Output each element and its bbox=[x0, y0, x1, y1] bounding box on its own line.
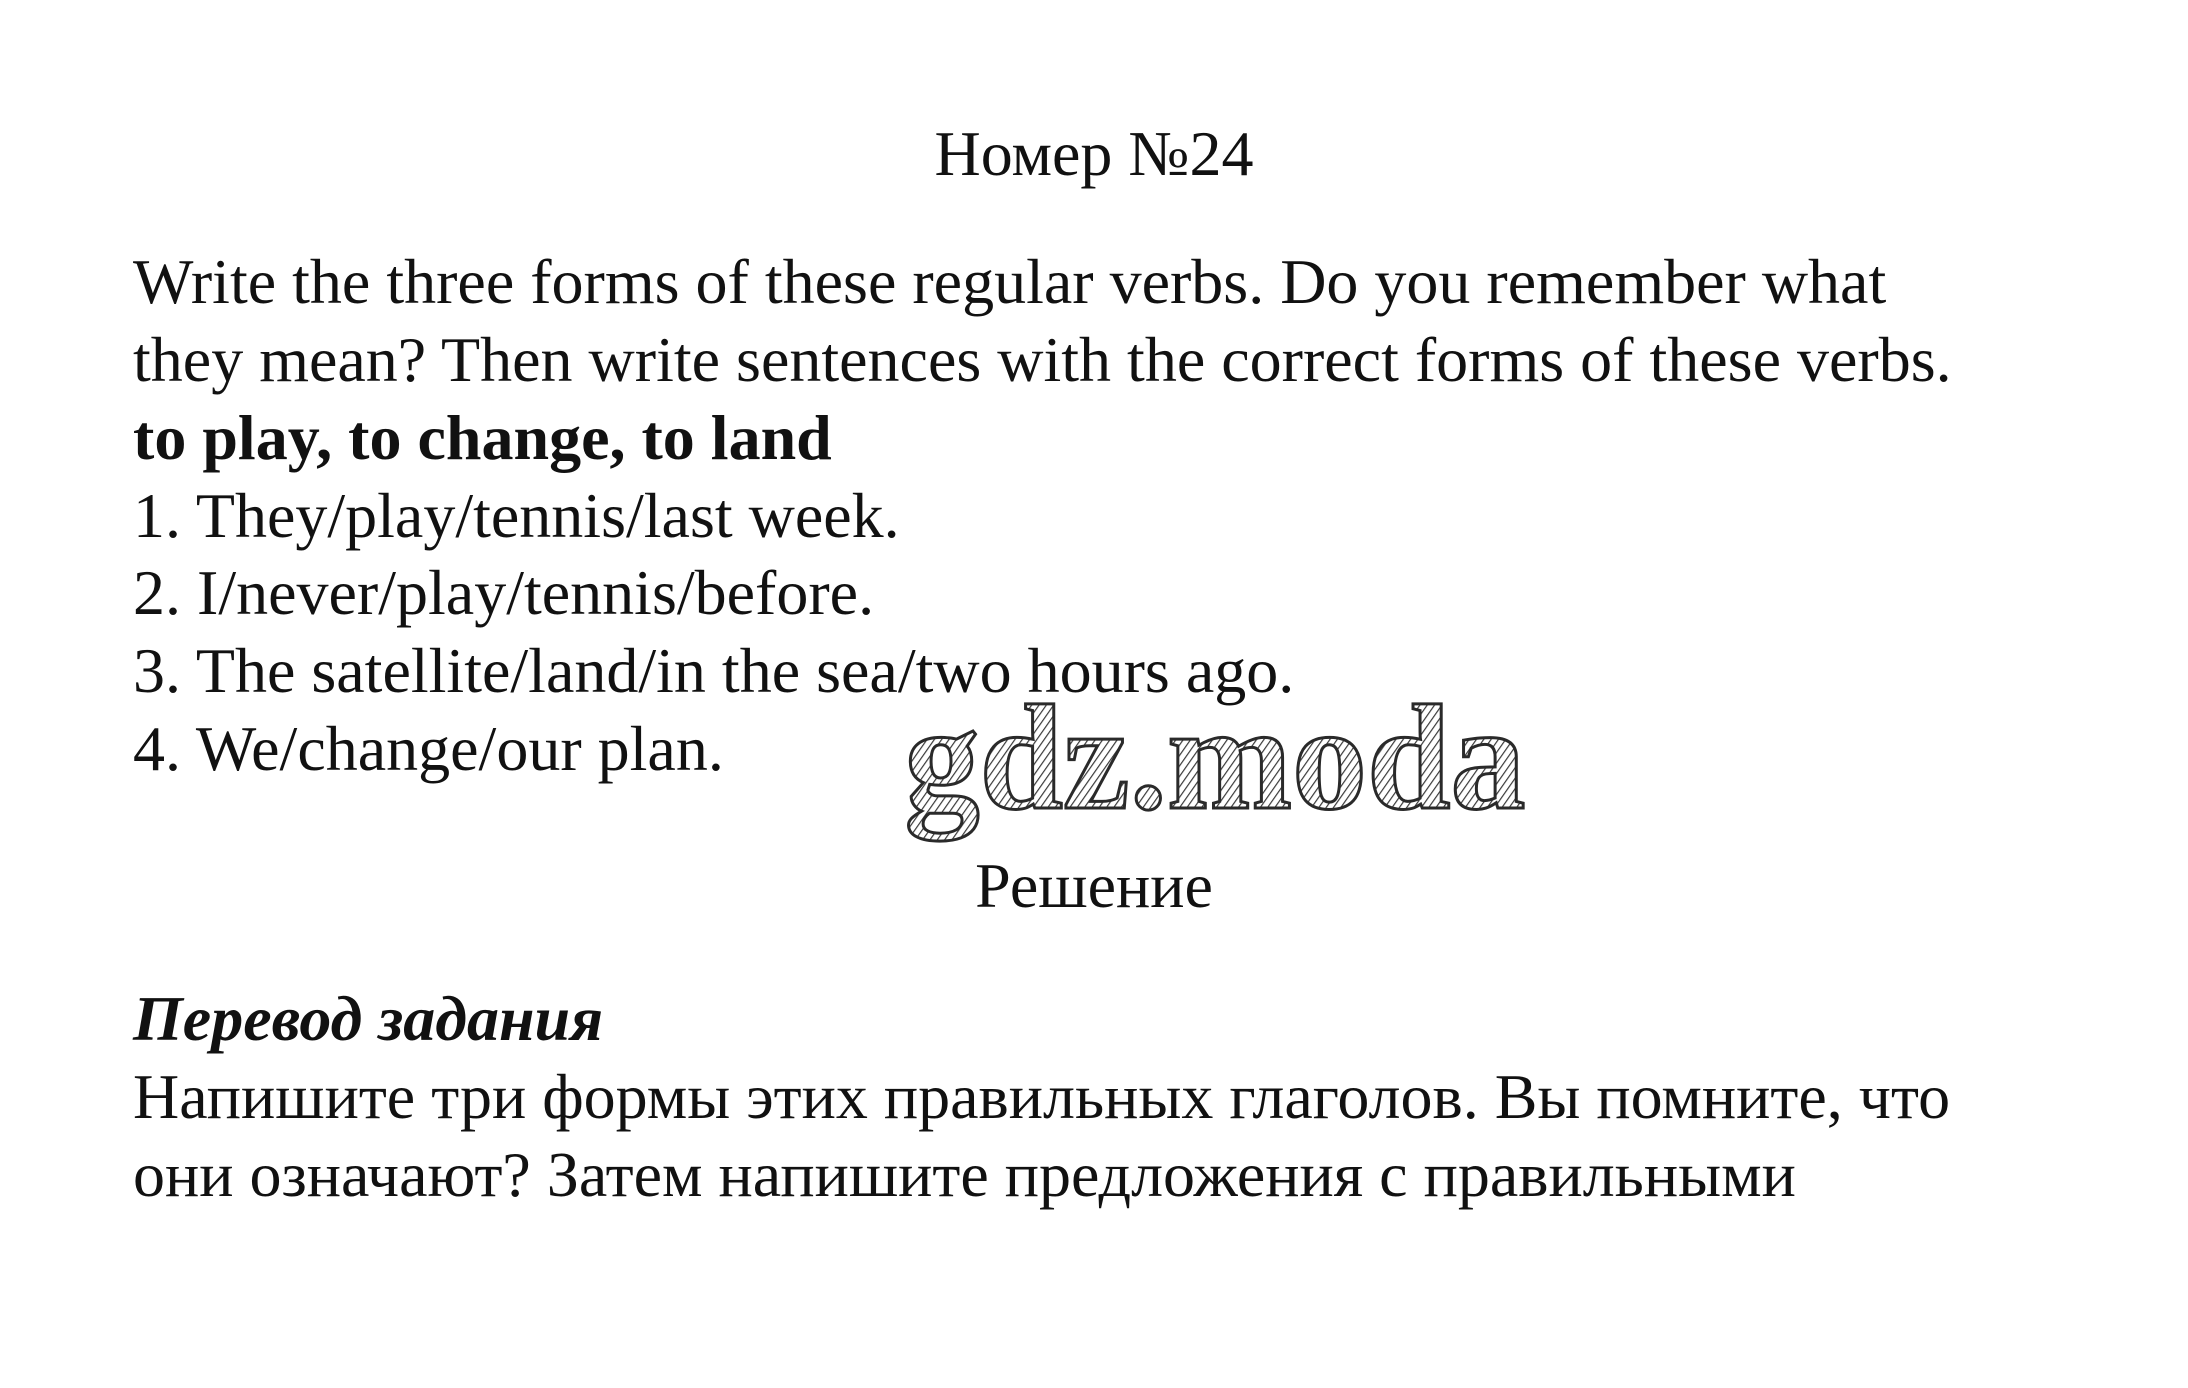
exercise-item-4: 4. We/change/our plan. bbox=[133, 713, 724, 784]
exercise-item-1: 1. They/play/tennis/last week. bbox=[133, 480, 900, 551]
page-title: Номер №24 bbox=[934, 118, 1254, 189]
translation-line-2: они означают? Затем напишите предложения с правильными bbox=[133, 1139, 1796, 1210]
instruction-line-1: Write the three forms of these regular verbs. Do you remember what bbox=[133, 246, 1887, 317]
watermark-text: gdz.moda bbox=[904, 690, 1526, 841]
translation-heading: Перевод задания bbox=[133, 983, 604, 1054]
verbs-list: to play, to change, to land bbox=[133, 402, 832, 473]
solution-heading: Решение bbox=[975, 850, 1213, 921]
exercise-item-3: 3. The satellite/land/in the sea/two hours ago. bbox=[133, 635, 1295, 706]
instruction-line-2: they mean? Then write sentences with the correct forms of these verbs. bbox=[133, 324, 1952, 395]
exercise-item-2: 2. I/never/play/tennis/before. bbox=[133, 557, 875, 628]
translation-line-1: Напишите три формы этих правильных глаголов. Вы помните, что bbox=[133, 1061, 1951, 1132]
watermark-logo bbox=[895, 690, 1535, 860]
